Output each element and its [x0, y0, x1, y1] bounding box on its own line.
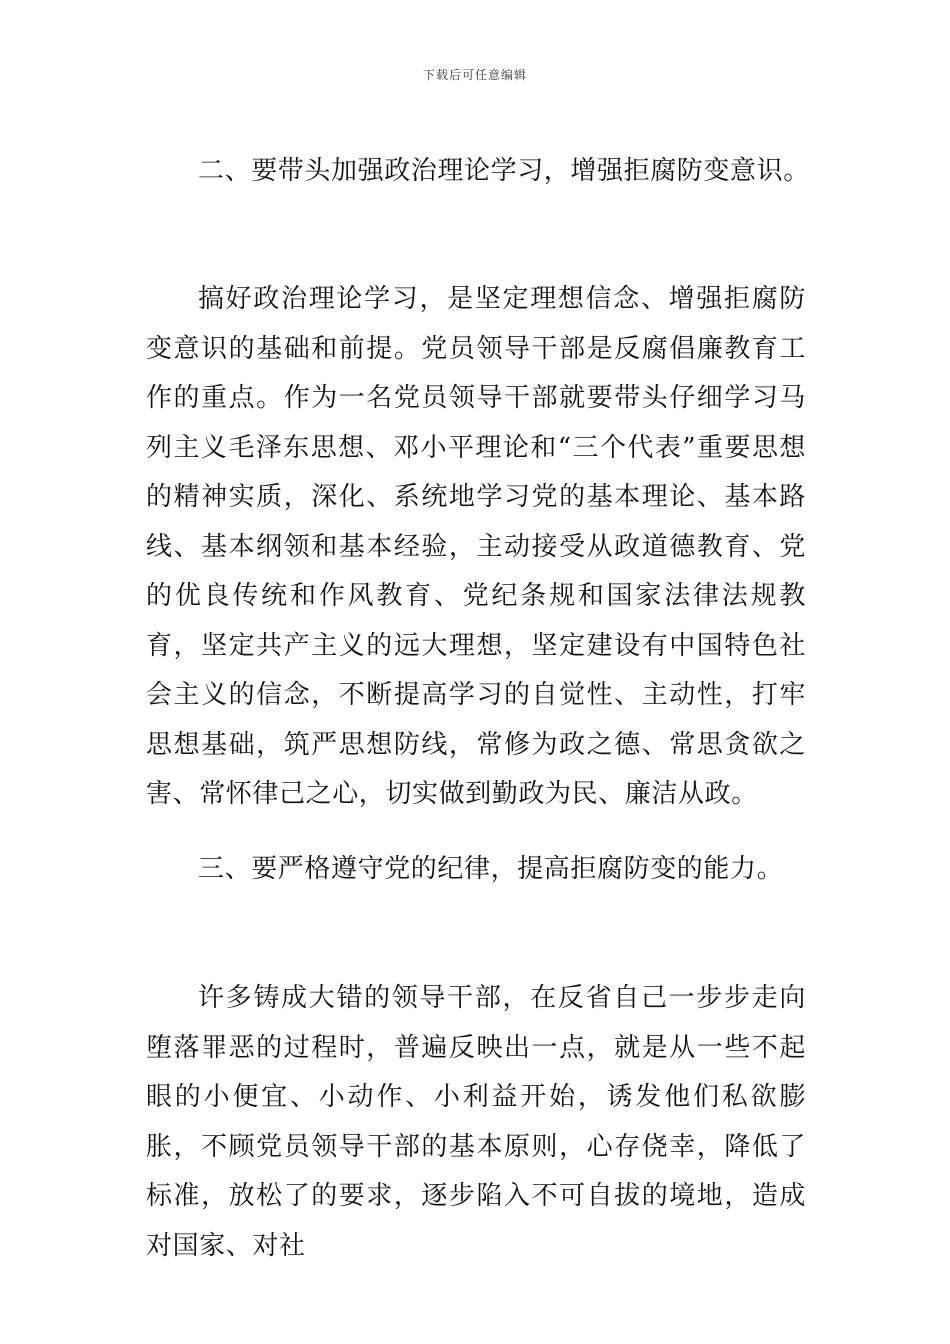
- section-heading-2: 二、要带头加强政治理论学习，增强拒腐防变意识。: [198, 156, 810, 186]
- section-heading-3: 三、要严格遵守党的纪律，提高拒腐防变的能力。: [198, 854, 784, 884]
- section-body-3: 许多铸成大错的领导干部，在反省自己一步步走向堕落罪恶的过程时，普遍反映出一点，就是从一些不起眼的小便宜、小动作、小利益开始，诱发他们私欲膨胀，不顾党员领导干部的基本原则，心存侥幸，降低了标准，放松了的要求，逐步陷入不可自拔的境地，造成对国家、对社: [146, 983, 806, 1261]
- header-note: 下载后可任意编辑: [422, 68, 527, 82]
- section-body-2: 搞好政治理论学习，是坚定理想信念、增强拒腐防变意识的基础和前提。党员领导干部是反腐倡廉教育工作的重点。作为一名党员领导干部就要带头仔细学习马列主义毛泽东思想、邓小平理论和“三个代表”重要思想的精神实质，深化、系统地学习党的基本理论、基本路线、基本纲领和基本经验，主动接受从政道德教育、党的优良传统和作风教育、党纪条规和国家法律法规教育，坚定共产主义的远大理想，坚定建设有中国特色社会主义的信念，不断提高学习的自觉性、主动性，打牢思想基础，筑严思想防线，常修为政之德、常思贪欲之害、常怀律己之心，切实做到勤政为民、廉洁从政。: [146, 284, 806, 809]
